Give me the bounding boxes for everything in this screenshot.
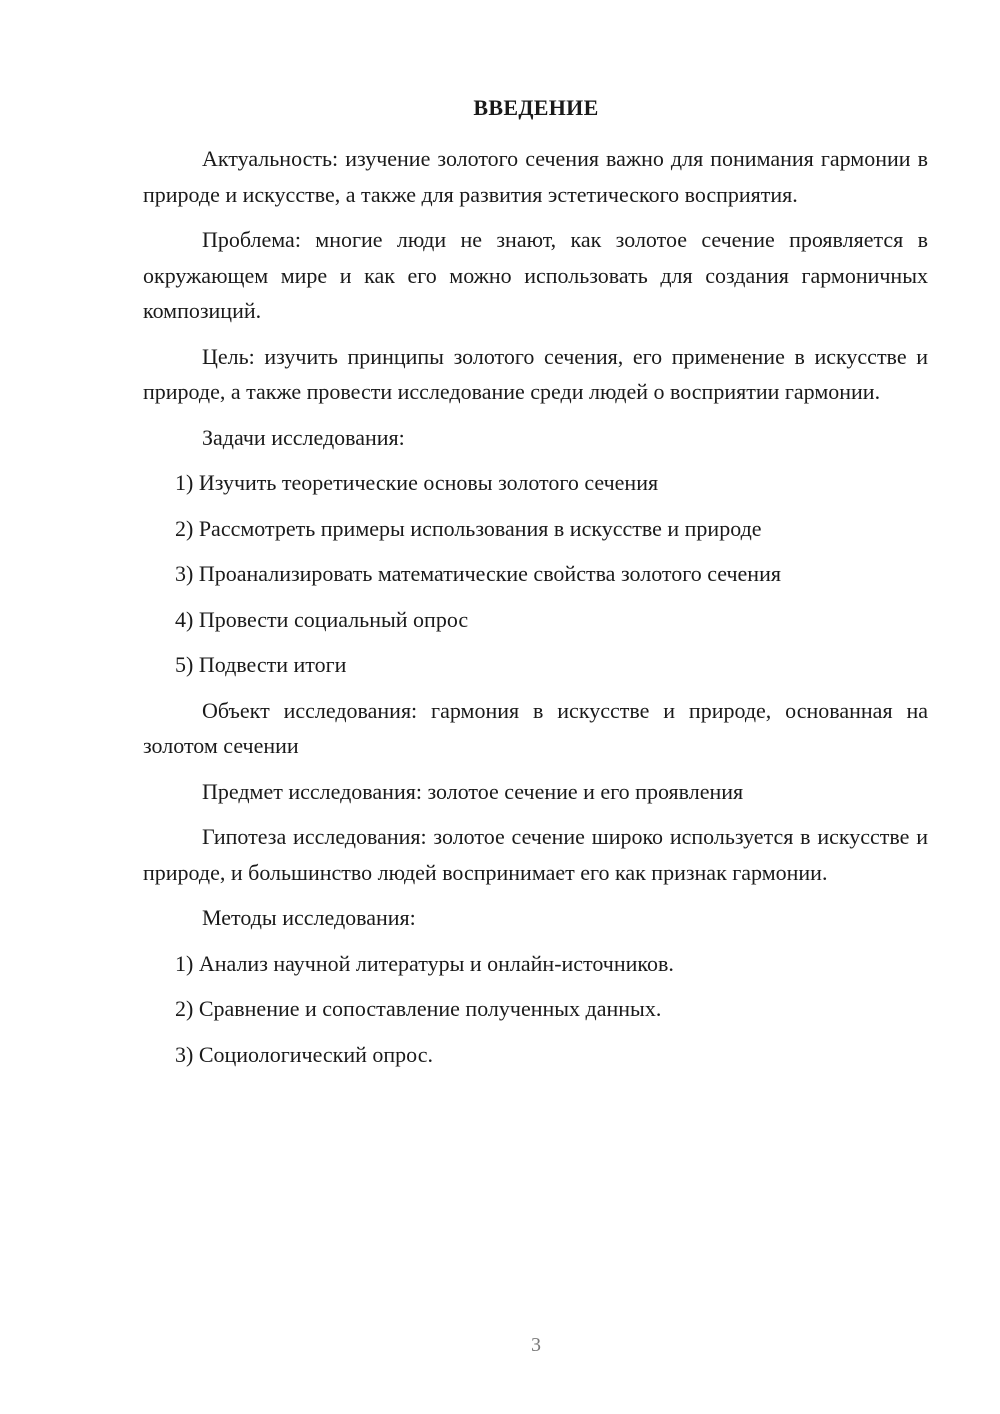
paragraph-goal: Цель: изучить принципы золотого сечения, его применение в искусстве и природе, а также провести исследование среди людей о восприятии гармонии. bbox=[143, 343, 928, 404]
method-item: 1) Анализ научной литературы и онлайн-источников. bbox=[175, 950, 674, 976]
method-item: 3) Социологический опрос. bbox=[175, 1041, 433, 1067]
document-body bbox=[143, 141, 928, 1082]
page-number: 3 bbox=[531, 1334, 541, 1356]
task-item: 3) Проанализировать математические свойства золотого сечения bbox=[175, 561, 781, 586]
methods-heading: Методы исследования: bbox=[202, 905, 416, 930]
task-item: 5) Подвести итоги bbox=[175, 652, 347, 677]
paragraph-problem: Проблема: многие люди не знают, как золотое сечение проявляется в окружающем мире и как его можно использовать для создания гармоничных композиций. bbox=[143, 227, 928, 323]
paragraph-subject: Предмет исследования: золотое сечение и его проявления bbox=[202, 778, 744, 804]
paragraph-object: Объект исследования: гармония в искусстве и природе, основанная на золотом сечении bbox=[143, 697, 928, 758]
task-item: 2) Рассмотреть примеры использования в искусстве и природе bbox=[175, 515, 762, 541]
paragraph-relevance: Актуальность: изучение золотого сечения важно для понимания гармонии в природе и искусстве, а также для развития эстетического восприятия. bbox=[143, 146, 928, 207]
task-item: 1) Изучить теоретические основы золотого сечения bbox=[175, 470, 659, 495]
tasks-heading: Задачи исследования: bbox=[202, 424, 405, 450]
task-item: 4) Провести социальный опрос bbox=[175, 606, 469, 632]
method-item: 2) Сравнение и сопоставление полученных данных. bbox=[175, 996, 662, 1021]
methods-list bbox=[143, 946, 928, 1073]
tasks-list bbox=[143, 465, 928, 683]
paragraph-hypothesis: Гипотеза исследования: золотое сечение широко используется в искусстве и природе, и большинство людей воспринимает его как признак гармонии. bbox=[143, 824, 928, 885]
page-title: ВВЕДЕНИЕ bbox=[473, 95, 599, 120]
